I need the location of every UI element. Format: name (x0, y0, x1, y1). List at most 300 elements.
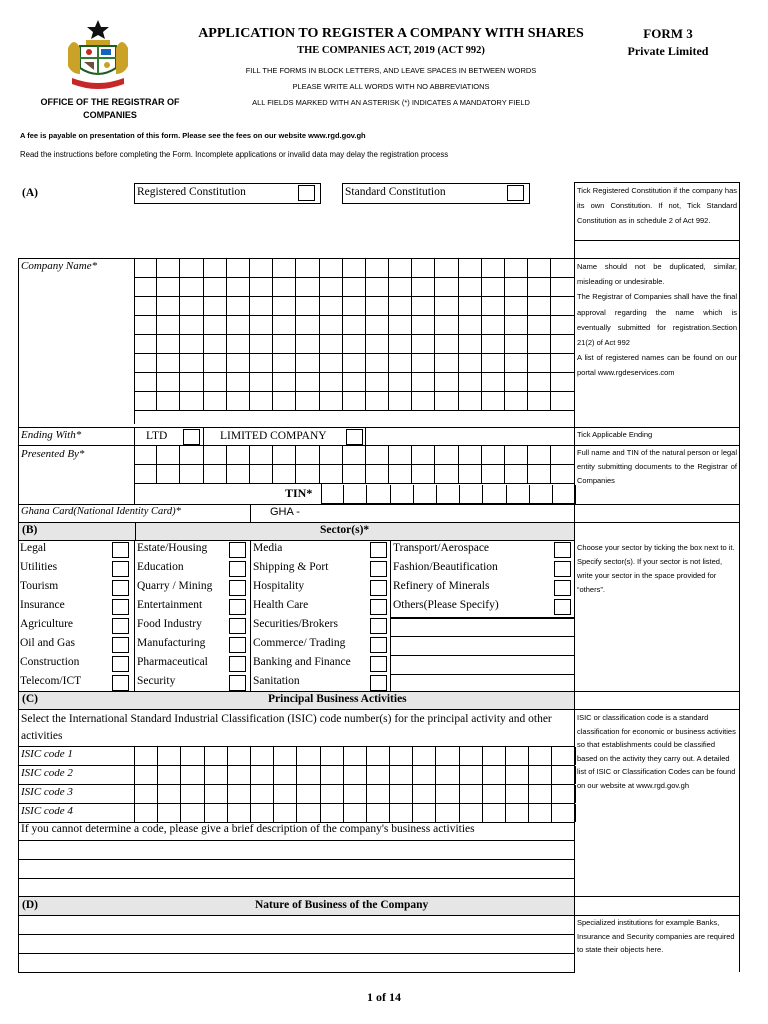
grid-cell[interactable] (413, 766, 436, 784)
sector-checkbox[interactable] (554, 561, 571, 577)
company-name-grid[interactable] (134, 259, 575, 411)
grid-cell[interactable] (134, 316, 157, 335)
grid-cell[interactable] (157, 335, 180, 354)
sector-checkbox[interactable] (229, 675, 246, 691)
grid-cell[interactable] (228, 747, 251, 765)
grid-cell[interactable] (435, 465, 458, 484)
grid-cell[interactable] (180, 316, 203, 335)
grid-cell[interactable] (413, 785, 436, 803)
grid-cell[interactable] (389, 446, 412, 465)
grid-cell[interactable] (505, 373, 528, 392)
grid-cell[interactable] (320, 278, 343, 297)
grid-cell[interactable] (483, 804, 506, 822)
grid-cell[interactable] (505, 316, 528, 335)
activity-description-line-1[interactable] (19, 841, 574, 859)
grid-cell[interactable] (344, 785, 367, 803)
grid-cell[interactable] (435, 446, 458, 465)
sector-checkbox[interactable] (112, 561, 129, 577)
grid-cell[interactable] (528, 316, 551, 335)
isic-code-grid[interactable] (134, 804, 576, 822)
grid-cell[interactable] (273, 465, 296, 484)
grid-cell[interactable] (204, 259, 227, 278)
grid-cell[interactable] (134, 278, 157, 297)
grid-cell[interactable] (181, 785, 204, 803)
grid-cell[interactable] (296, 392, 319, 411)
grid-cell[interactable] (552, 766, 575, 784)
grid-cell[interactable] (320, 373, 343, 392)
grid-cell[interactable] (273, 354, 296, 373)
sector-checkbox[interactable] (229, 599, 246, 615)
grid-cell[interactable] (227, 446, 250, 465)
grid-cell[interactable] (529, 785, 552, 803)
grid-cell[interactable] (551, 278, 574, 297)
grid-cell[interactable] (158, 766, 181, 784)
grid-cell[interactable] (158, 747, 181, 765)
grid-cell[interactable] (134, 335, 157, 354)
sector-checkbox[interactable] (370, 675, 387, 691)
grid-cell[interactable] (205, 766, 228, 784)
grid-cell[interactable] (366, 316, 389, 335)
sector-checkbox[interactable] (229, 561, 246, 577)
grid-cell[interactable] (274, 766, 297, 784)
grid-cell[interactable] (180, 465, 203, 484)
grid-cell[interactable] (459, 316, 482, 335)
grid-cell[interactable] (366, 446, 389, 465)
isic-code-grid[interactable] (134, 766, 576, 784)
grid-cell[interactable] (553, 485, 576, 504)
grid-cell[interactable] (552, 785, 575, 803)
grid-cell[interactable] (528, 373, 551, 392)
grid-cell[interactable] (482, 446, 505, 465)
sector-checkbox[interactable] (370, 561, 387, 577)
sector-checkbox[interactable] (112, 599, 129, 615)
grid-cell[interactable] (437, 485, 460, 504)
grid-cell[interactable] (227, 316, 250, 335)
grid-cell[interactable] (320, 316, 343, 335)
grid-cell[interactable] (366, 297, 389, 316)
grid-cell[interactable] (204, 335, 227, 354)
sector-checkbox[interactable] (370, 599, 387, 615)
grid-cell[interactable] (273, 373, 296, 392)
grid-cell[interactable] (204, 354, 227, 373)
grid-cell[interactable] (551, 259, 574, 278)
grid-cell[interactable] (134, 354, 157, 373)
grid-cell[interactable] (344, 766, 367, 784)
nature-line-3[interactable] (19, 954, 574, 972)
grid-cell[interactable] (180, 297, 203, 316)
grid-cell[interactable] (343, 446, 366, 465)
grid-cell[interactable] (181, 766, 204, 784)
grid-cell[interactable] (296, 335, 319, 354)
grid-cell[interactable] (506, 804, 529, 822)
grid-cell[interactable] (227, 354, 250, 373)
grid-cell[interactable] (204, 446, 227, 465)
grid-cell[interactable] (250, 335, 273, 354)
grid-cell[interactable] (227, 278, 250, 297)
grid-cell[interactable] (389, 259, 412, 278)
grid-cell[interactable] (157, 373, 180, 392)
grid-cell[interactable] (343, 316, 366, 335)
grid-cell[interactable] (296, 354, 319, 373)
grid-cell[interactable] (366, 335, 389, 354)
other-sector-input[interactable] (391, 618, 573, 636)
grid-cell[interactable] (413, 747, 436, 765)
grid-cell[interactable] (528, 392, 551, 411)
grid-cell[interactable] (435, 373, 458, 392)
grid-cell[interactable] (412, 278, 435, 297)
grid-cell[interactable] (482, 316, 505, 335)
grid-cell[interactable] (412, 446, 435, 465)
grid-cell[interactable] (389, 335, 412, 354)
grid-cell[interactable] (250, 373, 273, 392)
grid-cell[interactable] (391, 485, 414, 504)
sector-checkbox[interactable] (229, 618, 246, 634)
grid-cell[interactable] (506, 747, 529, 765)
grid-cell[interactable] (297, 747, 320, 765)
grid-cell[interactable] (250, 259, 273, 278)
grid-cell[interactable] (482, 465, 505, 484)
grid-cell[interactable] (321, 766, 344, 784)
grid-cell[interactable] (134, 373, 157, 392)
grid-cell[interactable] (389, 465, 412, 484)
grid-cell[interactable] (482, 392, 505, 411)
grid-cell[interactable] (507, 485, 530, 504)
grid-cell[interactable] (134, 392, 157, 411)
grid-cell[interactable] (320, 354, 343, 373)
grid-cell[interactable] (227, 465, 250, 484)
isic-code-grid[interactable] (134, 785, 576, 803)
grid-cell[interactable] (390, 747, 413, 765)
grid-cell[interactable] (505, 446, 528, 465)
grid-cell[interactable] (389, 354, 412, 373)
sector-checkbox[interactable] (229, 637, 246, 653)
grid-cell[interactable] (273, 335, 296, 354)
registered-constitution-checkbox[interactable] (298, 185, 315, 201)
grid-cell[interactable] (343, 392, 366, 411)
grid-cell[interactable] (205, 804, 228, 822)
grid-cell[interactable] (205, 785, 228, 803)
grid-cell[interactable] (296, 465, 319, 484)
grid-cell[interactable] (204, 465, 227, 484)
standard-constitution-checkbox[interactable] (507, 185, 524, 201)
sector-checkbox[interactable] (554, 599, 571, 615)
sector-checkbox[interactable] (370, 637, 387, 653)
grid-cell[interactable] (296, 297, 319, 316)
grid-cell[interactable] (227, 335, 250, 354)
registered-constitution-option[interactable] (134, 183, 321, 204)
activity-description-line-3[interactable] (19, 879, 574, 895)
grid-cell[interactable] (412, 335, 435, 354)
grid-cell[interactable] (412, 316, 435, 335)
grid-cell[interactable] (460, 485, 483, 504)
grid-cell[interactable] (320, 335, 343, 354)
grid-cell[interactable] (273, 259, 296, 278)
grid-cell[interactable] (483, 747, 506, 765)
grid-cell[interactable] (321, 804, 344, 822)
grid-cell[interactable] (321, 485, 344, 504)
grid-cell[interactable] (389, 297, 412, 316)
grid-cell[interactable] (436, 804, 459, 822)
grid-cell[interactable] (320, 297, 343, 316)
sector-checkbox[interactable] (112, 618, 129, 634)
grid-cell[interactable] (389, 392, 412, 411)
grid-cell[interactable] (273, 446, 296, 465)
grid-cell[interactable] (528, 297, 551, 316)
grid-cell[interactable] (528, 259, 551, 278)
grid-cell[interactable] (367, 766, 390, 784)
grid-cell[interactable] (343, 259, 366, 278)
sector-checkbox[interactable] (112, 542, 129, 558)
ghana-card-input[interactable] (320, 504, 574, 522)
grid-cell[interactable] (205, 747, 228, 765)
grid-cell[interactable] (460, 747, 483, 765)
nature-line-2[interactable] (19, 935, 574, 953)
grid-cell[interactable] (366, 354, 389, 373)
ending-limited-company-checkbox[interactable] (346, 429, 363, 445)
grid-cell[interactable] (483, 785, 506, 803)
grid-cell[interactable] (412, 373, 435, 392)
grid-cell[interactable] (528, 354, 551, 373)
grid-cell[interactable] (181, 804, 204, 822)
grid-cell[interactable] (366, 259, 389, 278)
grid-cell[interactable] (367, 747, 390, 765)
grid-cell[interactable] (552, 747, 575, 765)
grid-cell[interactable] (435, 316, 458, 335)
grid-cell[interactable] (389, 316, 412, 335)
standard-constitution-option[interactable] (342, 183, 530, 204)
grid-cell[interactable] (227, 373, 250, 392)
grid-cell[interactable] (343, 278, 366, 297)
grid-cell[interactable] (273, 316, 296, 335)
grid-cell[interactable] (250, 316, 273, 335)
grid-cell[interactable] (227, 297, 250, 316)
grid-cell[interactable] (459, 354, 482, 373)
grid-cell[interactable] (135, 785, 158, 803)
grid-cell[interactable] (482, 278, 505, 297)
grid-cell[interactable] (134, 259, 157, 278)
grid-cell[interactable] (459, 373, 482, 392)
grid-cell[interactable] (390, 785, 413, 803)
grid-cell[interactable] (505, 392, 528, 411)
grid-cell[interactable] (482, 373, 505, 392)
grid-cell[interactable] (506, 785, 529, 803)
grid-cell[interactable] (482, 354, 505, 373)
grid-cell[interactable] (435, 392, 458, 411)
other-sector-input[interactable] (391, 637, 573, 655)
grid-cell[interactable] (436, 785, 459, 803)
grid-cell[interactable] (529, 747, 552, 765)
grid-cell[interactable] (157, 278, 180, 297)
grid-cell[interactable] (157, 465, 180, 484)
grid-cell[interactable] (158, 785, 181, 803)
grid-cell[interactable] (412, 259, 435, 278)
grid-cell[interactable] (459, 297, 482, 316)
grid-cell[interactable] (459, 259, 482, 278)
sector-checkbox[interactable] (112, 637, 129, 653)
grid-cell[interactable] (251, 785, 274, 803)
grid-cell[interactable] (459, 278, 482, 297)
grid-cell[interactable] (529, 766, 552, 784)
grid-cell[interactable] (389, 278, 412, 297)
sector-checkbox[interactable] (554, 542, 571, 558)
grid-cell[interactable] (366, 278, 389, 297)
grid-cell[interactable] (435, 278, 458, 297)
grid-cell[interactable] (506, 766, 529, 784)
grid-cell[interactable] (412, 297, 435, 316)
grid-cell[interactable] (367, 804, 390, 822)
grid-cell[interactable] (414, 485, 437, 504)
grid-cell[interactable] (551, 335, 574, 354)
grid-cell[interactable] (459, 465, 482, 484)
grid-cell[interactable] (366, 392, 389, 411)
grid-cell[interactable] (204, 373, 227, 392)
grid-cell[interactable] (551, 392, 574, 411)
grid-cell[interactable] (343, 354, 366, 373)
grid-cell[interactable] (389, 373, 412, 392)
grid-cell[interactable] (274, 804, 297, 822)
grid-cell[interactable] (228, 804, 251, 822)
grid-cell[interactable] (251, 766, 274, 784)
grid-cell[interactable] (251, 747, 274, 765)
nature-line-1[interactable] (19, 916, 574, 934)
grid-cell[interactable] (135, 804, 158, 822)
grid-cell[interactable] (273, 278, 296, 297)
grid-cell[interactable] (528, 465, 551, 484)
grid-cell[interactable] (344, 485, 367, 504)
grid-cell[interactable] (135, 747, 158, 765)
grid-cell[interactable] (227, 392, 250, 411)
grid-cell[interactable] (459, 392, 482, 411)
grid-cell[interactable] (460, 785, 483, 803)
grid-cell[interactable] (250, 354, 273, 373)
grid-cell[interactable] (274, 747, 297, 765)
grid-cell[interactable] (180, 392, 203, 411)
grid-cell[interactable] (435, 354, 458, 373)
grid-cell[interactable] (551, 446, 574, 465)
grid-cell[interactable] (180, 446, 203, 465)
grid-cell[interactable] (321, 747, 344, 765)
grid-cell[interactable] (483, 485, 506, 504)
grid-cell[interactable] (505, 259, 528, 278)
grid-cell[interactable] (551, 316, 574, 335)
grid-cell[interactable] (320, 392, 343, 411)
grid-cell[interactable] (483, 766, 506, 784)
grid-cell[interactable] (528, 335, 551, 354)
grid-cell[interactable] (505, 278, 528, 297)
grid-cell[interactable] (273, 392, 296, 411)
grid-cell[interactable] (343, 373, 366, 392)
grid-cell[interactable] (505, 335, 528, 354)
grid-cell[interactable] (296, 446, 319, 465)
grid-cell[interactable] (344, 747, 367, 765)
grid-cell[interactable] (413, 804, 436, 822)
grid-cell[interactable] (343, 297, 366, 316)
sector-checkbox[interactable] (229, 542, 246, 558)
grid-cell[interactable] (390, 804, 413, 822)
grid-cell[interactable] (366, 373, 389, 392)
sector-checkbox[interactable] (370, 618, 387, 634)
grid-cell[interactable] (505, 354, 528, 373)
grid-cell[interactable] (320, 446, 343, 465)
grid-cell[interactable] (320, 259, 343, 278)
presented-by-grid[interactable] (134, 446, 575, 484)
grid-cell[interactable] (134, 297, 157, 316)
grid-cell[interactable] (530, 485, 553, 504)
sector-checkbox[interactable] (370, 580, 387, 596)
grid-cell[interactable] (158, 804, 181, 822)
sector-checkbox[interactable] (112, 580, 129, 596)
grid-cell[interactable] (482, 335, 505, 354)
grid-cell[interactable] (343, 465, 366, 484)
grid-cell[interactable] (204, 392, 227, 411)
grid-cell[interactable] (157, 297, 180, 316)
grid-cell[interactable] (250, 297, 273, 316)
grid-cell[interactable] (528, 446, 551, 465)
grid-cell[interactable] (204, 278, 227, 297)
isic-code-grid[interactable] (134, 747, 576, 765)
grid-cell[interactable] (435, 297, 458, 316)
sector-checkbox[interactable] (554, 580, 571, 596)
grid-cell[interactable] (321, 785, 344, 803)
grid-cell[interactable] (250, 278, 273, 297)
grid-cell[interactable] (157, 316, 180, 335)
sector-checkbox[interactable] (370, 542, 387, 558)
grid-cell[interactable] (482, 259, 505, 278)
grid-cell[interactable] (157, 392, 180, 411)
grid-cell[interactable] (297, 785, 320, 803)
grid-cell[interactable] (551, 297, 574, 316)
grid-cell[interactable] (505, 297, 528, 316)
grid-cell[interactable] (274, 785, 297, 803)
grid-cell[interactable] (228, 766, 251, 784)
grid-cell[interactable] (435, 259, 458, 278)
grid-cell[interactable] (180, 259, 203, 278)
grid-cell[interactable] (180, 354, 203, 373)
grid-cell[interactable] (551, 373, 574, 392)
sector-checkbox[interactable] (229, 580, 246, 596)
other-sector-input[interactable] (391, 656, 573, 674)
grid-cell[interactable] (134, 465, 157, 484)
grid-cell[interactable] (436, 747, 459, 765)
grid-cell[interactable] (367, 485, 390, 504)
grid-cell[interactable] (250, 392, 273, 411)
grid-cell[interactable] (460, 766, 483, 784)
grid-cell[interactable] (344, 804, 367, 822)
sector-checkbox[interactable] (370, 656, 387, 672)
grid-cell[interactable] (343, 335, 366, 354)
grid-cell[interactable] (482, 297, 505, 316)
grid-cell[interactable] (551, 465, 574, 484)
activity-description-line-2[interactable] (19, 860, 574, 878)
grid-cell[interactable] (250, 465, 273, 484)
grid-cell[interactable] (551, 354, 574, 373)
grid-cell[interactable] (412, 354, 435, 373)
grid-cell[interactable] (412, 465, 435, 484)
grid-cell[interactable] (320, 465, 343, 484)
sector-checkbox[interactable] (229, 656, 246, 672)
grid-cell[interactable] (251, 804, 274, 822)
grid-cell[interactable] (180, 373, 203, 392)
grid-cell[interactable] (460, 804, 483, 822)
grid-cell[interactable] (552, 804, 575, 822)
grid-cell[interactable] (157, 446, 180, 465)
ending-ltd-checkbox[interactable] (183, 429, 200, 445)
grid-cell[interactable] (459, 446, 482, 465)
grid-cell[interactable] (135, 766, 158, 784)
grid-cell[interactable] (296, 259, 319, 278)
grid-cell[interactable] (296, 373, 319, 392)
grid-cell[interactable] (134, 446, 157, 465)
